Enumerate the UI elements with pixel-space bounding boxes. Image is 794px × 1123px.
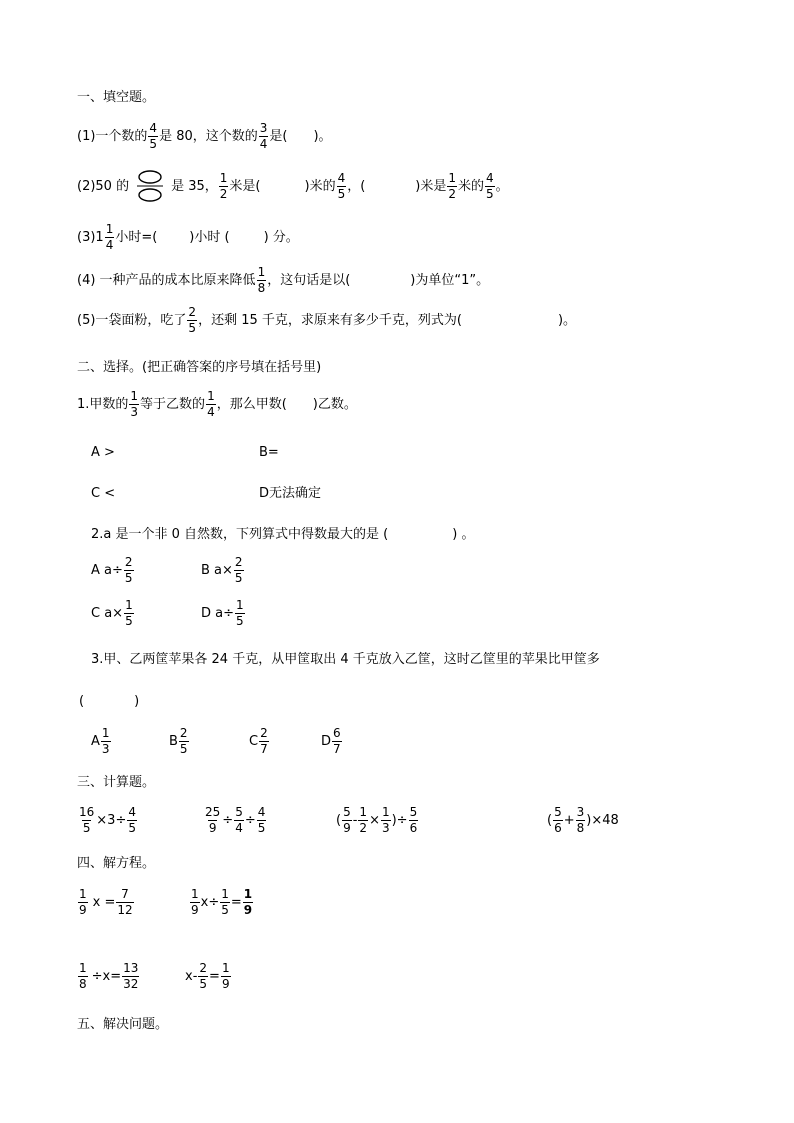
fill-question-5 bbox=[77, 306, 576, 334]
option-b[interactable]: B a× $\frac{2}{5}$ bbox=[201, 555, 243, 585]
fraction: $\frac{1}{4}$ bbox=[207, 389, 215, 419]
text: 。 bbox=[495, 178, 509, 194]
fraction: $\frac{6}{7}$ bbox=[333, 726, 341, 756]
option-d[interactable]: D无法确定 bbox=[259, 486, 322, 501]
text: )乙数。 bbox=[312, 396, 357, 412]
text: )米的 bbox=[304, 178, 336, 194]
text: 等于乙数的 bbox=[140, 396, 206, 412]
text: 是 35， bbox=[171, 178, 218, 194]
fraction: $\frac{1}{5}$ bbox=[125, 598, 133, 628]
fraction: $\frac{2}{5}$ bbox=[124, 555, 133, 585]
text: 2.a 是一个非 0 自然数，下列算式中得数最大的是 ( bbox=[91, 527, 389, 542]
fraction: $\frac{2}{5}$ bbox=[179, 726, 188, 756]
fraction: $\frac{4}{5}$ bbox=[486, 170, 494, 201]
text: 1.甲数的 bbox=[77, 396, 129, 412]
text: (5)一袋面粉，吃了 bbox=[77, 312, 187, 328]
option-c[interactable]: C a× $\frac{1}{5}$ bbox=[91, 598, 133, 628]
option-b[interactable]: B= bbox=[259, 445, 279, 460]
fraction: $\frac{1}{4}$ bbox=[105, 222, 114, 252]
fraction: $\frac{1}{8}$ bbox=[257, 265, 266, 295]
text: )小时 ( bbox=[189, 229, 230, 245]
fill-question-1 bbox=[77, 122, 332, 150]
fraction: $\frac{2}{5}$ bbox=[234, 555, 243, 585]
fill-question-4 bbox=[77, 266, 489, 294]
section-title-problems: 五、解决问题。 bbox=[77, 1017, 169, 1032]
answer-paren[interactable]: ( ) bbox=[79, 694, 140, 709]
option-a[interactable]: A $\frac{1}{3}$ bbox=[91, 726, 110, 756]
fraction: $\frac{1}{3}$ bbox=[130, 389, 139, 419]
text: ，( bbox=[347, 178, 366, 194]
fraction: $\frac{1}{2}$ bbox=[219, 170, 228, 201]
text: (4) 一种产品的成本比原来降低 bbox=[77, 272, 256, 288]
equation-1: $\frac{1}{9}$ x = $\frac{7}{12}$ bbox=[79, 887, 133, 917]
fraction: $\frac{4}{5}$ bbox=[149, 121, 158, 151]
calc-expression-4: ( $\frac{5}{6}$ + $\frac{3}{8}$ )×48 bbox=[547, 805, 619, 835]
text: 小时=( bbox=[115, 229, 158, 245]
text: (1)一个数的 bbox=[77, 128, 148, 144]
text: 米是( bbox=[229, 178, 261, 194]
fraction: $\frac{2}{5}$ bbox=[188, 305, 197, 335]
text: )。 bbox=[557, 312, 577, 328]
text: 是 80，这个数的 bbox=[159, 128, 258, 144]
choice-question-1 bbox=[77, 390, 357, 418]
choice-question-3: 3.甲、乙两筐苹果各 24 千克，从甲筐取出 4 千克放入乙筐，这时乙筐里的苹果比甲筐多 bbox=[91, 652, 600, 667]
option-c[interactable]: C < bbox=[91, 486, 116, 501]
section-title-fill: 一、填空题。 bbox=[77, 90, 156, 105]
fraction: $\frac{3}{4}$ bbox=[259, 121, 268, 151]
equation-3: $\frac{1}{8}$ ÷x= $\frac{13}{32}$ bbox=[79, 961, 139, 991]
blank-fraction-ovals-icon[interactable] bbox=[137, 169, 163, 203]
equation-2: $\frac{1}{9}$ x÷ $\frac{1}{5}$ = $\frac{1}{9}$ bbox=[191, 887, 253, 917]
section-title-choice: 二、选择。(把正确答案的序号填在括号里) bbox=[77, 360, 322, 375]
text: )米是 bbox=[415, 178, 447, 194]
option-c[interactable]: C $\frac{2}{7}$ bbox=[249, 726, 268, 756]
fraction: $\frac{2}{7}$ bbox=[260, 726, 268, 756]
option-a[interactable]: A > bbox=[91, 445, 115, 460]
equation-4: x- $\frac{2}{5}$ = $\frac{1}{9}$ bbox=[185, 961, 230, 991]
fill-question-2 bbox=[77, 169, 509, 203]
text: ，那么甲数( bbox=[216, 396, 287, 412]
fraction: $\frac{1}{5}$ bbox=[236, 598, 244, 628]
option-d[interactable]: D a÷ $\frac{1}{5}$ bbox=[201, 598, 244, 628]
calc-expression-3: ( $\frac{5}{9}$ - $\frac{1}{2}$ × $\frac{1}{3}$ )÷ $\frac{5}{6}$ bbox=[336, 805, 418, 835]
text: 米的 bbox=[458, 178, 485, 194]
fraction: $\frac{4}{5}$ bbox=[337, 170, 346, 201]
text: ) 。 bbox=[452, 527, 475, 542]
text: ，还剩 15 千克，求原来有多少千克，列式为( bbox=[198, 312, 462, 328]
fraction: $\frac{1}{2}$ bbox=[448, 170, 457, 201]
section-title-calc: 三、计算题。 bbox=[77, 775, 156, 790]
fill-question-3 bbox=[77, 223, 299, 251]
text: 是( bbox=[269, 128, 288, 144]
option-a[interactable]: A a÷ $\frac{2}{5}$ bbox=[91, 555, 133, 585]
text: )。 bbox=[313, 128, 332, 144]
text: (3)1 bbox=[77, 229, 104, 245]
calc-expression-1: $\frac{16}{5}$ ×3÷ $\frac{4}{5}$ bbox=[79, 805, 136, 835]
text: (2)50 的 bbox=[77, 178, 130, 194]
section-title-equations: 四、解方程。 bbox=[77, 856, 156, 871]
option-b[interactable]: B $\frac{2}{5}$ bbox=[169, 726, 188, 756]
option-d[interactable]: D $\frac{6}{7}$ bbox=[321, 726, 341, 756]
text: ) 分。 bbox=[263, 229, 299, 245]
fraction: $\frac{1}{3}$ bbox=[101, 726, 110, 756]
text: )为单位“1”。 bbox=[410, 272, 490, 288]
calc-expression-2: $\frac{25}{9}$ ÷ $\frac{5}{4}$ ÷ $\frac{4}{5}$ bbox=[205, 805, 266, 835]
text: ，这句话是以( bbox=[267, 272, 351, 288]
choice-question-2 bbox=[91, 528, 474, 541]
